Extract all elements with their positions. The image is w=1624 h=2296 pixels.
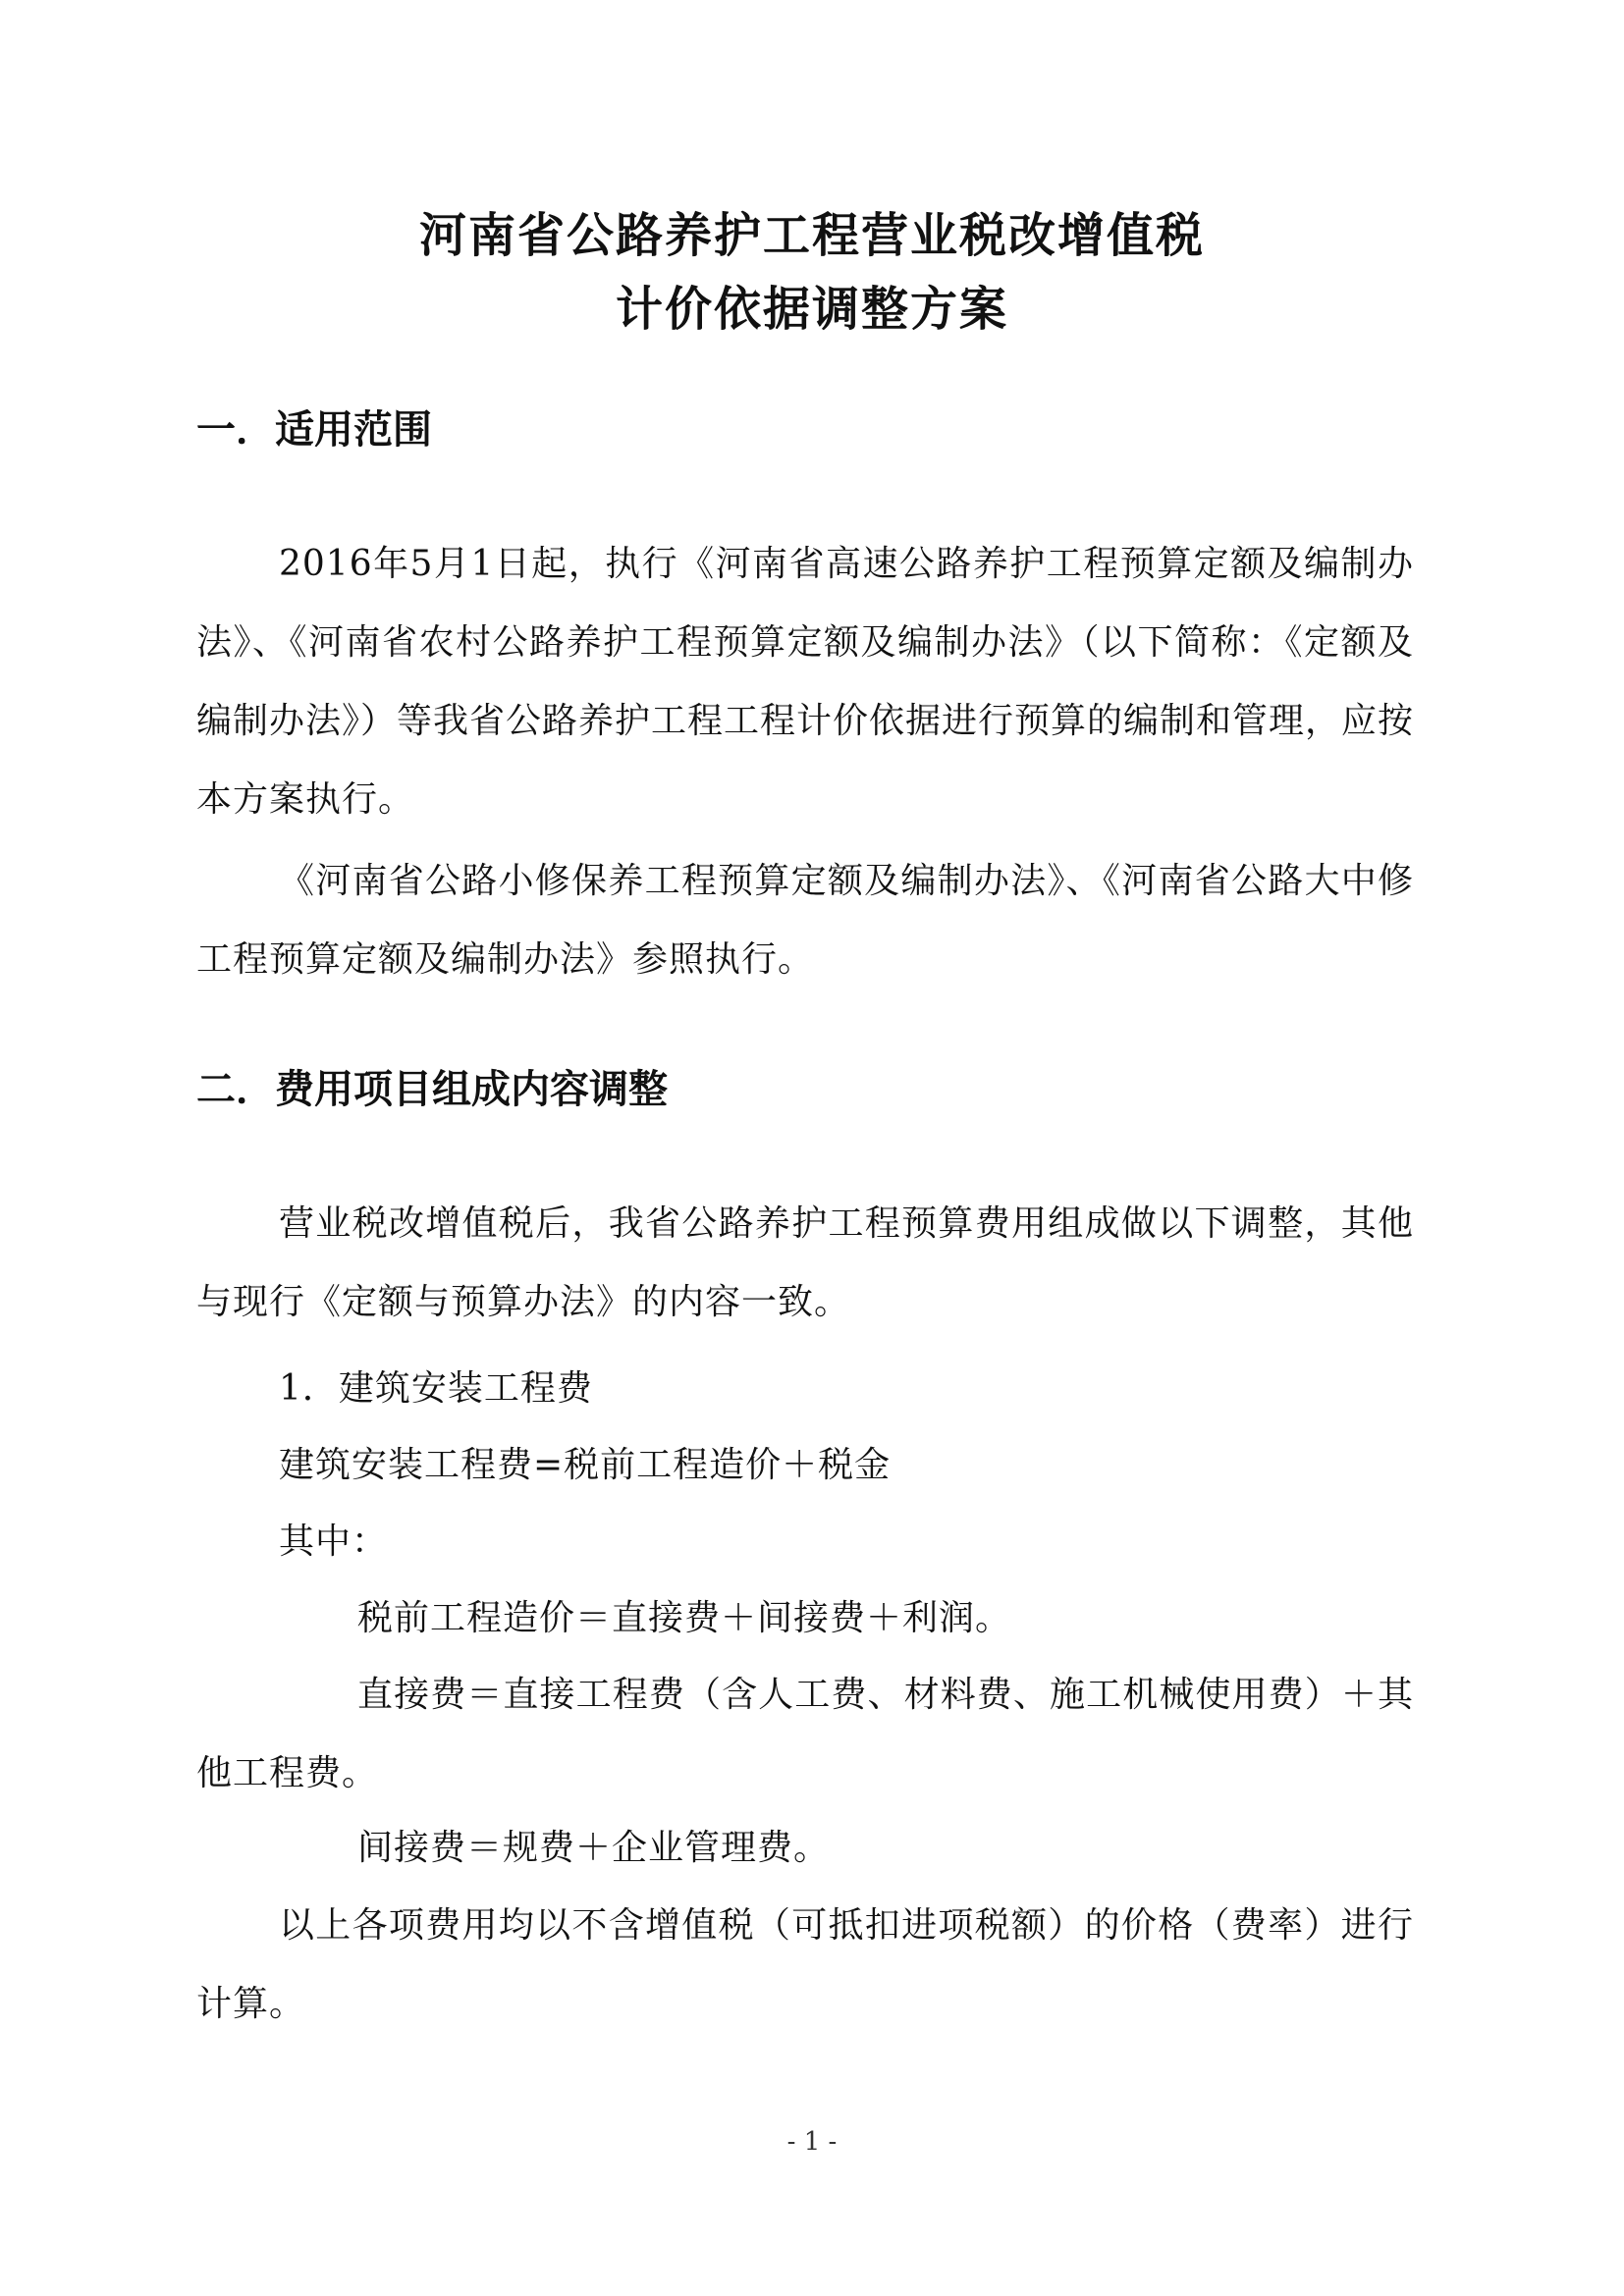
- formula-direct: 直接费＝直接工程费（含人工费、材料费、施工机械使用费）＋其他工程费。: [196, 1675, 1414, 1793]
- page-number: - 1 -: [786, 2127, 838, 2157]
- closing-paragraph: 以上各项费用均以不含增值税（可抵扣进项税额）的价格（费率）进行计算。: [196, 1905, 1414, 2024]
- qizhong-label: 其中：: [279, 1522, 389, 1562]
- section2-heading: 二．费用项目组成内容调整: [196, 1067, 668, 1112]
- formula-pretax: 税前工程造价＝直接费＋间接费＋利润。: [357, 1598, 1012, 1638]
- section1-heading: 一．适用范围: [196, 407, 432, 453]
- formula-main: 建筑安装工程费=税前工程造价＋税金: [279, 1445, 892, 1485]
- document-title-line1: 河南省公路养护工程营业税改增值税: [418, 208, 1205, 263]
- section1-paragraph1: 2016年5月1日起，执行《河南省高速公路养护工程预算定额及编制办法》、《河南省农村公路养护工程预算定额及编制办法》（以下简称：《定额及编制办法》）等我省公路养护工程工程计价依据进行预算的编制和管理，应按本方案执行。: [196, 544, 1415, 820]
- section1-paragraph2: 《河南省公路小修保养工程预算定额及编制办法》、《河南省公路大中修工程预算定额及编制办法》参照执行。: [196, 861, 1414, 980]
- document-title-line2: 计价依据调整方案: [615, 282, 1008, 337]
- item1-title: 1．建筑安装工程费: [279, 1368, 593, 1409]
- formula-indirect: 间接费＝规费＋企业管理费。: [357, 1828, 831, 1868]
- section2-intro: 营业税改增值税后，我省公路养护工程预算费用组成做以下调整，其他与现行《定额与预算办法》的内容一致。: [196, 1203, 1414, 1322]
